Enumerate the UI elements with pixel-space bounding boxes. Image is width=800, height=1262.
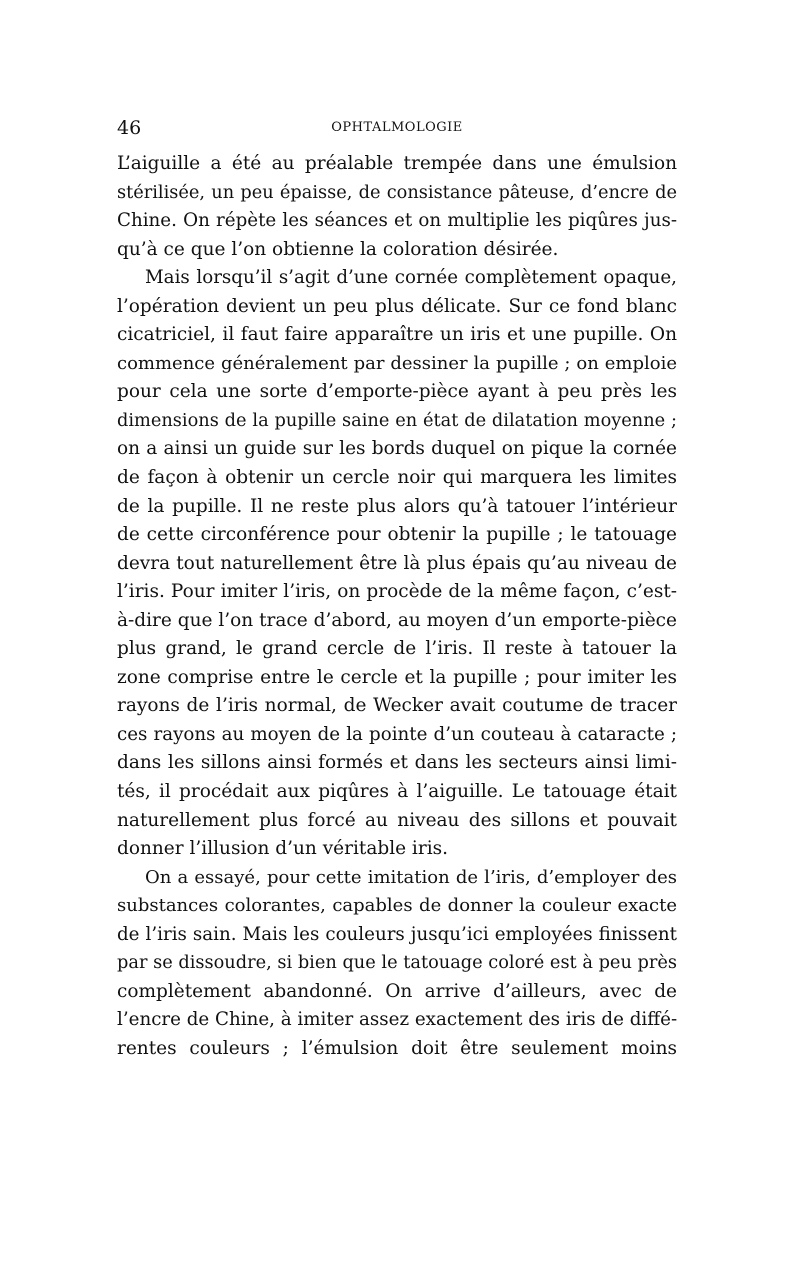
text-line: substances colorantes, capables de donner la couleur exacte — [117, 895, 677, 917]
text-line: complètement abandonné. On arrive d’ailleurs, avec de — [117, 980, 677, 1002]
text-line: l’encre de Chine, à imiter assez exactement des iris de diffé- — [117, 1009, 678, 1031]
text-line: zone comprise entre le cercle et la pupille ; pour imiter les — [117, 666, 677, 688]
text-line: l’opération devient un peu plus délicate. Sur ce fond blanc — [117, 295, 677, 317]
text-line: ces rayons au moyen de la pointe d’un couteau à cataracte ; — [117, 723, 677, 745]
running-title: OPHTALMOLOGIE — [331, 120, 463, 135]
text-line: Chine. On répète les séances et on multiplie les piqûres jus- — [117, 210, 677, 232]
text-line: tés, il procédait aux piqûres à l’aiguille. Le tatouage était — [117, 781, 677, 803]
running-head — [117, 116, 677, 140]
text-line: par se dissoudre, si bien que le tatouage coloré est à peu près — [117, 953, 677, 974]
text-line: rayons de l’iris normal, de Wecker avait coutume de tracer — [117, 695, 677, 717]
text-line: on a ainsi un guide sur les bords duquel on pique la cornée — [117, 438, 677, 460]
paragraph-start-line: On a essayé, pour cette imitation de l’iris, d’employer des — [145, 866, 677, 888]
text-line: cicatriciel, il faut faire apparaître un iris et une pupille. On — [117, 324, 677, 346]
text-line: dans les sillons ainsi formés et dans les secteurs ainsi limi- — [117, 752, 677, 774]
text-line: naturellement plus forcé au niveau des sillons et pouvait — [117, 809, 677, 831]
text-line: de la pupille. Il ne reste plus alors qu’à tatouer l’intérieur — [117, 495, 677, 517]
text-line: de cette circonférence pour obtenir la pupille ; le tatouage — [117, 524, 677, 546]
text-line: dimensions de la pupille saine en état de dilatation moyenne ; — [117, 410, 677, 431]
body-text — [117, 150, 677, 1064]
text-line: de l’iris sain. Mais les couleurs jusqu’ici employées finissent — [117, 923, 677, 945]
text-line: L’aiguille a été au préalable trempée dans une émulsion — [117, 153, 677, 174]
text-line: pour cela une sorte d’emporte-pièce ayant à peu près les — [117, 381, 677, 403]
text-line: commence généralement par dessiner la pupille ; on emploie — [117, 352, 677, 374]
page-number: 46 — [117, 117, 142, 139]
text-line: stérilisée, un peu épaisse, de consistance pâteuse, d’encre de — [117, 182, 677, 203]
text-line: l’iris. Pour imiter l’iris, on procède de la même façon, c’est- — [117, 581, 677, 603]
text-line: à-dire que l’on trace d’abord, au moyen d’un emporte-pièce — [117, 609, 677, 631]
paragraph-start-line: Mais lorsqu’il s’agit d’une cornée complètement opaque, — [145, 267, 677, 289]
text-line: devra tout naturellement être là plus épais qu’au niveau de — [117, 552, 677, 574]
paragraph-end-line: donner l’illusion d’un véritable iris. — [117, 838, 448, 860]
text-line: de façon à obtenir un cercle noir qui marquera les limites — [117, 467, 677, 489]
paragraph-end-line: qu’à ce que l’on obtienne la coloration désirée. — [117, 238, 559, 260]
text-line: rentes couleurs ; l’émulsion doit être seulement moins — [117, 1037, 677, 1059]
text-line: plus grand, le grand cercle de l’iris. Il reste à tatouer la — [117, 638, 677, 660]
